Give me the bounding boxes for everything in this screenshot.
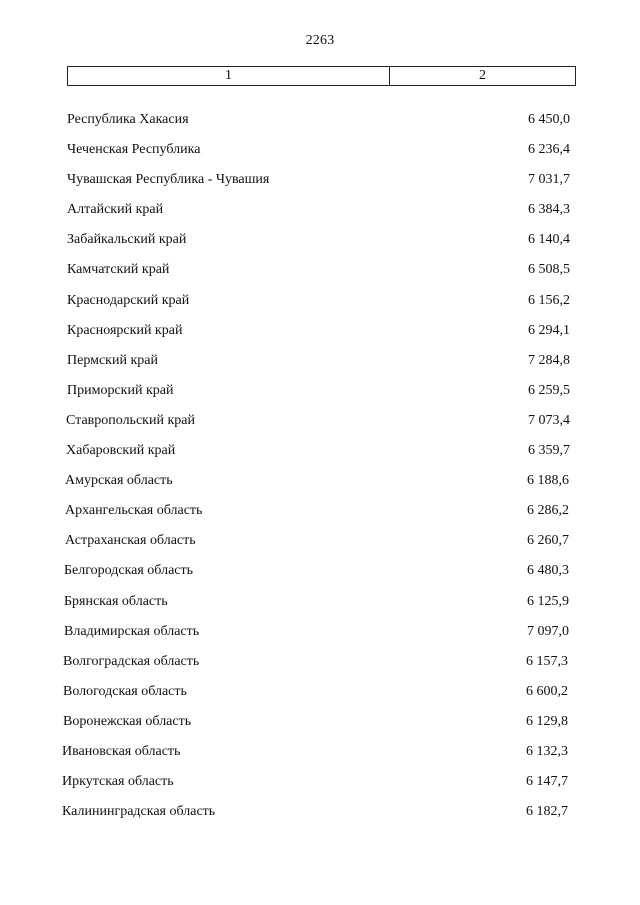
region-value: 6 450,0 [528, 112, 570, 127]
region-name: Волгоградская область [63, 653, 200, 669]
region-value: 6 294,1 [528, 322, 570, 338]
table-row [0, 383, 640, 413]
region-name: Краснодарский край [67, 292, 190, 308]
region-value: 6 129,8 [526, 713, 568, 729]
region-name: Белгородская область [64, 563, 194, 579]
region-name: Калининградская область [62, 804, 216, 820]
table-header [67, 66, 576, 86]
region-value: 6 508,5 [528, 262, 570, 278]
table-row [0, 323, 640, 353]
region-name: Брянская область [64, 593, 168, 609]
region-name: Хабаровский край [66, 443, 176, 459]
table-row [0, 112, 640, 142]
region-name: Приморский край [67, 382, 174, 398]
region-value: 6 480,3 [527, 563, 569, 579]
table-body [0, 112, 640, 834]
page-number: 2263 [305, 33, 335, 48]
region-name: Чеченская Республика [67, 142, 201, 158]
table-row [0, 413, 640, 443]
table-row [0, 533, 640, 563]
region-value: 6 140,4 [528, 232, 570, 248]
table-row [0, 744, 640, 774]
region-name: Забайкальский край [67, 232, 187, 248]
region-value: 6 286,2 [527, 503, 569, 519]
region-value: 7 097,0 [527, 623, 569, 639]
table-row [0, 654, 640, 684]
region-name: Астраханская область [65, 533, 196, 549]
region-value: 6 156,2 [528, 292, 570, 308]
region-value: 6 188,6 [527, 473, 569, 489]
region-name: Архангельская область [65, 503, 203, 519]
table-row [0, 202, 640, 232]
column-header-2: 2 [479, 68, 486, 83]
region-value: 6 132,3 [526, 743, 568, 759]
region-name: Воронежская область [63, 713, 192, 729]
table-row [0, 353, 640, 383]
region-value: 7 031,7 [528, 172, 570, 188]
table-row [0, 262, 640, 292]
region-name: Иркутская область [62, 774, 174, 790]
table-row [0, 503, 640, 533]
region-name: Республика Хакасия [67, 112, 189, 127]
table-row [0, 624, 640, 654]
table-row [0, 714, 640, 744]
table-row [0, 473, 640, 503]
column-header-1: 1 [68, 67, 390, 85]
region-value: 6 359,7 [528, 443, 570, 459]
region-name: Камчатский край [67, 262, 170, 278]
region-value: 6 182,7 [526, 804, 568, 820]
region-value: 6 157,3 [526, 653, 568, 669]
region-value: 7 073,4 [528, 412, 570, 428]
region-value: 6 147,7 [526, 774, 568, 790]
table-row [0, 804, 640, 834]
table-row [0, 563, 640, 593]
table-row [0, 172, 640, 202]
region-name: Ставропольский край [66, 412, 195, 428]
region-value: 6 384,3 [528, 202, 570, 218]
region-name: Алтайский край [67, 202, 164, 218]
table-row [0, 774, 640, 804]
region-name: Вологодская область [63, 683, 187, 699]
region-value: 6 260,7 [527, 533, 569, 549]
table-row [0, 684, 640, 714]
table-row [0, 142, 640, 172]
region-value: 6 125,9 [527, 593, 569, 609]
region-value: 6 600,2 [526, 683, 568, 699]
table-row [0, 594, 640, 624]
region-name: Красноярский край [67, 322, 183, 338]
region-name: Чувашская Республика - Чувашия [67, 172, 270, 188]
region-value: 6 259,5 [528, 382, 570, 398]
table-row [0, 443, 640, 473]
table-row [0, 232, 640, 262]
region-name: Владимирская область [64, 623, 200, 639]
region-value: 6 236,4 [528, 142, 570, 158]
region-value: 7 284,8 [528, 352, 570, 368]
region-name: Амурская область [65, 473, 173, 489]
table-row [0, 293, 640, 323]
region-name: Пермский край [67, 352, 158, 368]
region-name: Ивановская область [62, 743, 181, 759]
